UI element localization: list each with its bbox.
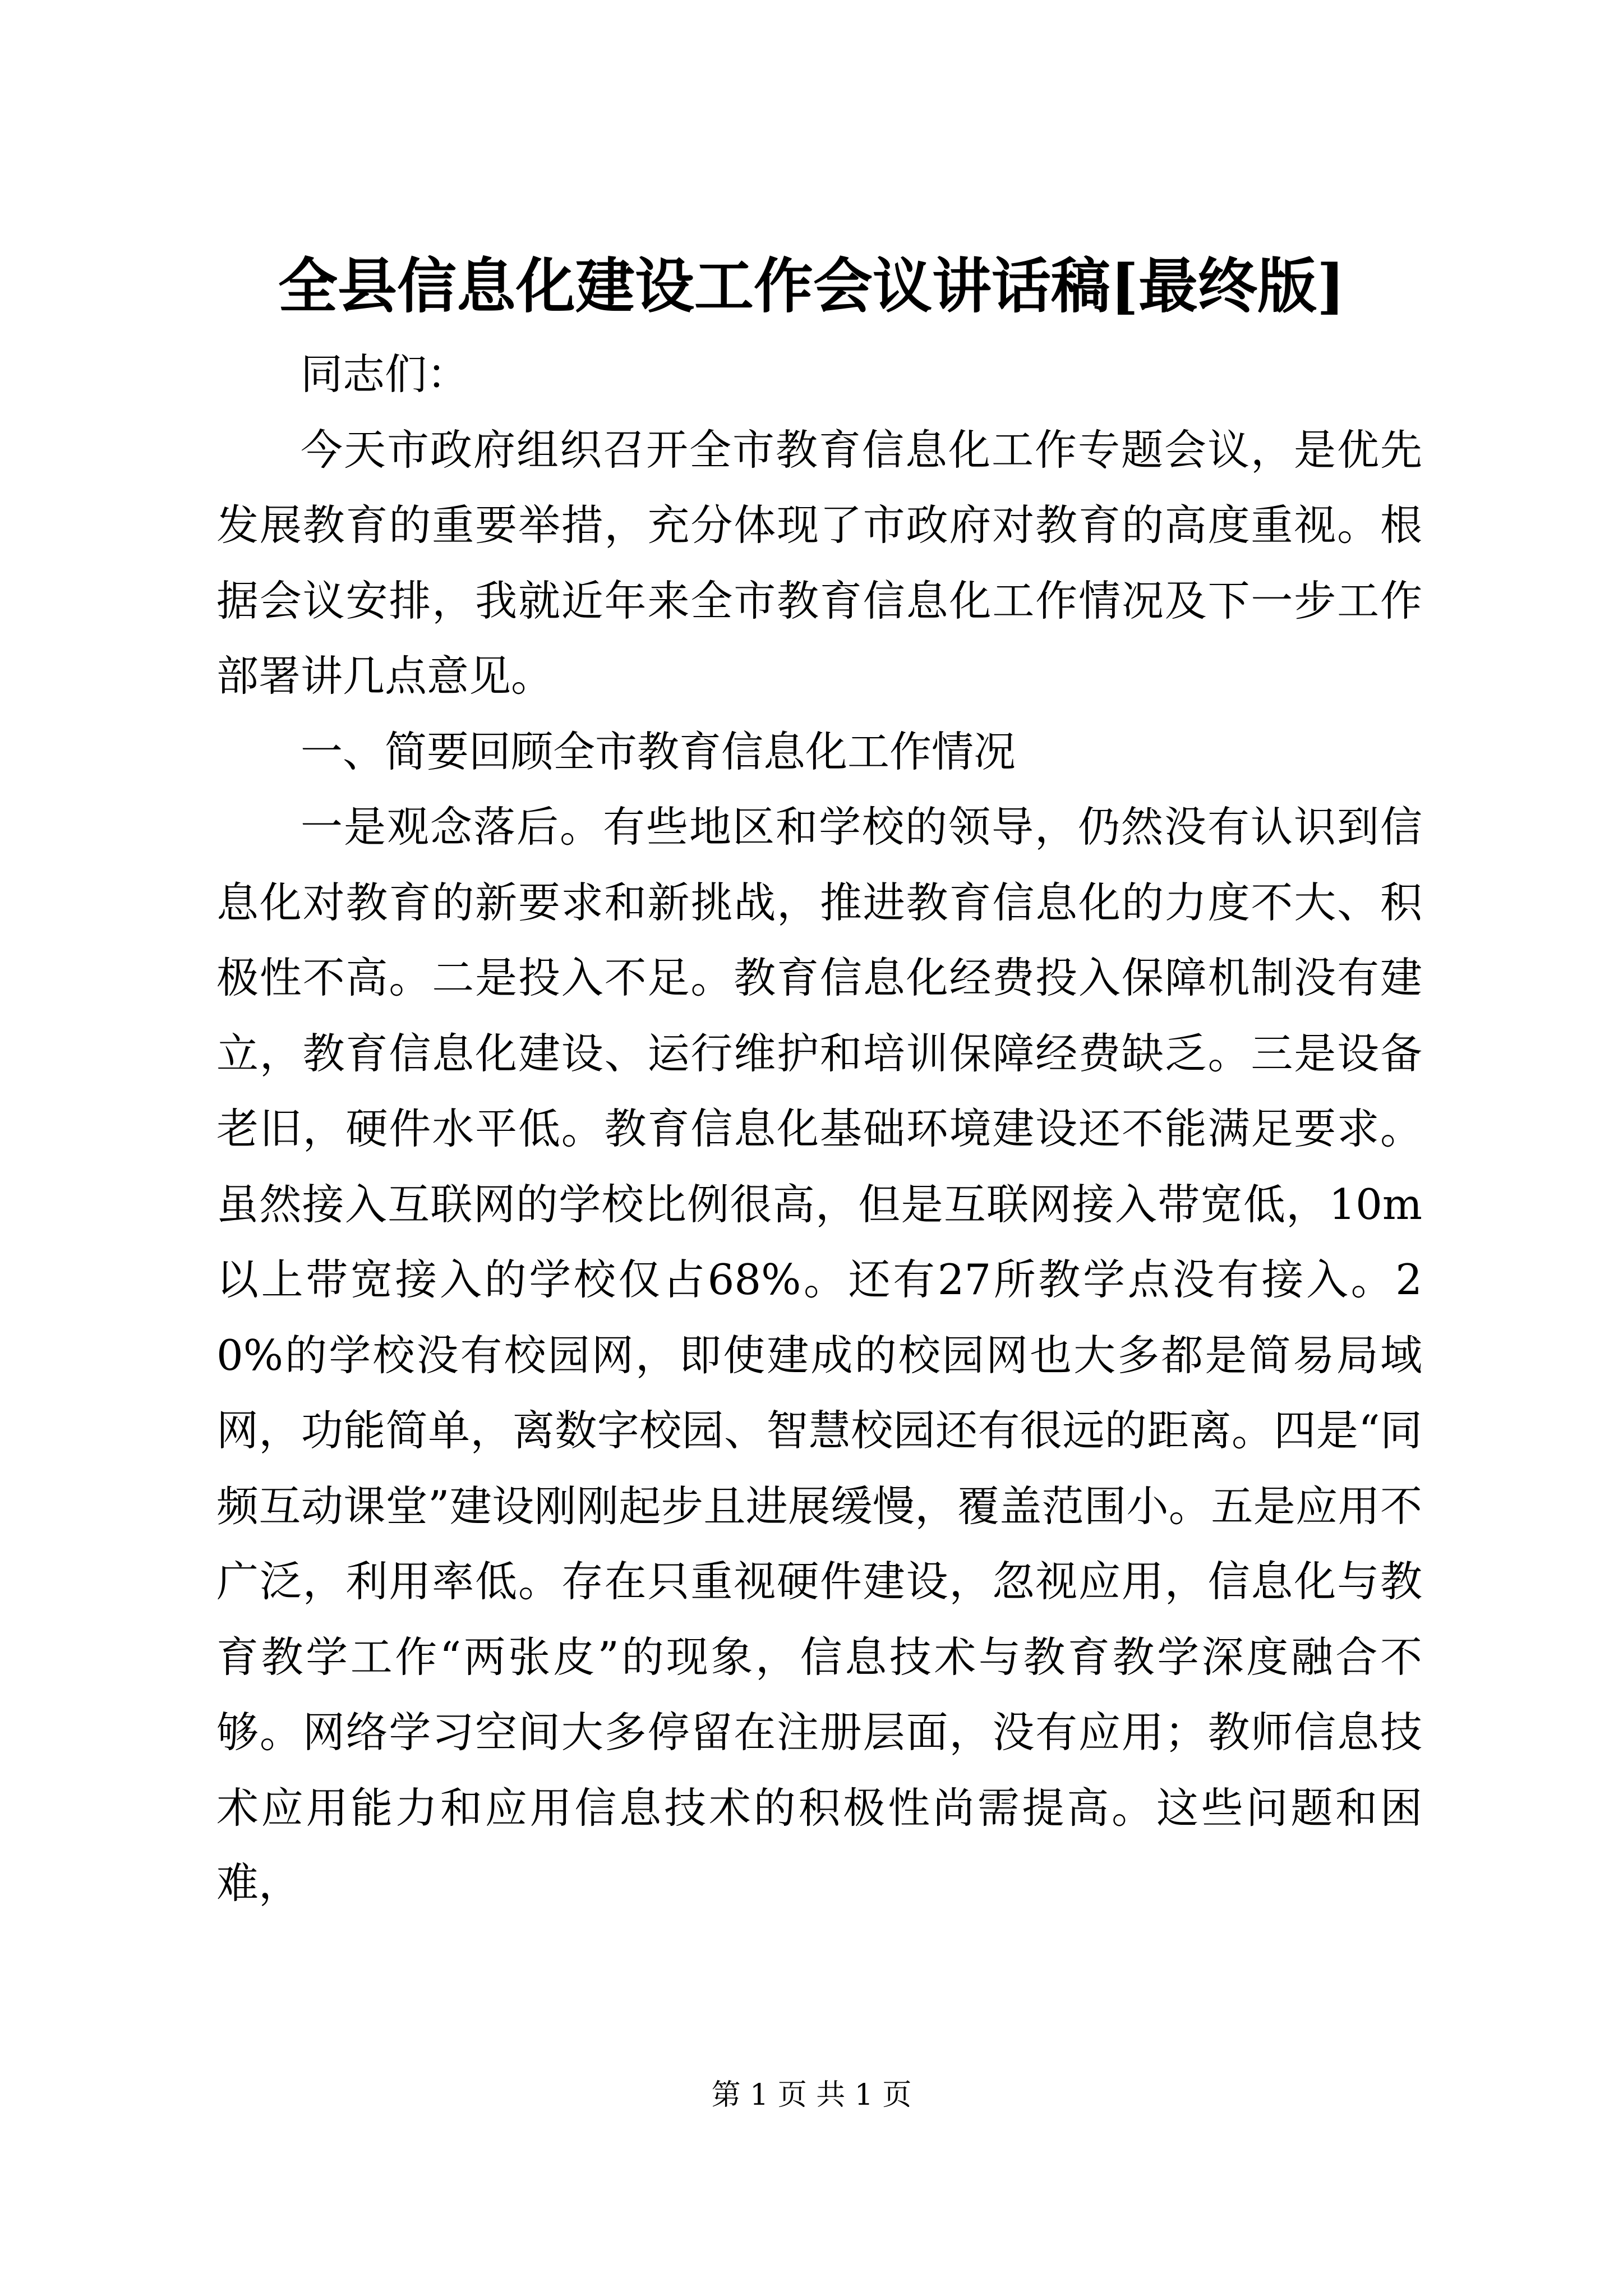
document-title: 全县信息化建设工作会议讲话稿[最终版]: [278, 251, 1345, 321]
paragraph-problems: 一是观念落后。有些地区和学校的领导，仍然没有认识到信息化对教育的新要求和新挑战，推进教育信息化的力度不大、积极性不高。二是投入不足。教育信息化经费投入保障机制没有建立，教育信息化建设、运行维护和培训保障经费缺乏。三是设备老旧，硬件水平低。教育信息化基础环境建设还不能满足要求。虽然接入互联网的学校比例很高，但是互联网接入带宽低，10m以上带宽接入的学校仅占68%。还有27所教学点没有接入。20%的学校没有校园网，即使建成的校园网也大多都是简易局域网，功能简单，离数字校园、智慧校园还有很远的距离。四是“同频互动课堂”建设刚刚起步且进展缓慢，覆盖范围小。五是应用不广泛，利用率低。存在只重视硬件建设，忽视应用，信息化与教育教学工作“两张皮”的现象，信息技术与教育教学深度融合不够。网络学习空间大多停留在注册层面，没有应用；教师信息技术应用能力和应用信息技术的积极性尚需提高。这些问题和困难，: [216, 802, 1422, 1908]
document-body: [216, 337, 1422, 1921]
salutation: 同志们：: [301, 349, 469, 399]
paragraph-intro: 今天市政府组织召开全市教育信息化工作专题会议，是优先发展教育的重要举措，充分体现了市政府对教育的高度重视。根据会议安排，我就近年来全市教育信息化工作情况及下一步工作部署讲几点意见。: [216, 425, 1422, 701]
section-heading: 一、简要回顾全市教育信息化工作情况: [301, 726, 1016, 776]
page-footer: 第 1 页 共 1 页: [711, 2078, 912, 2112]
